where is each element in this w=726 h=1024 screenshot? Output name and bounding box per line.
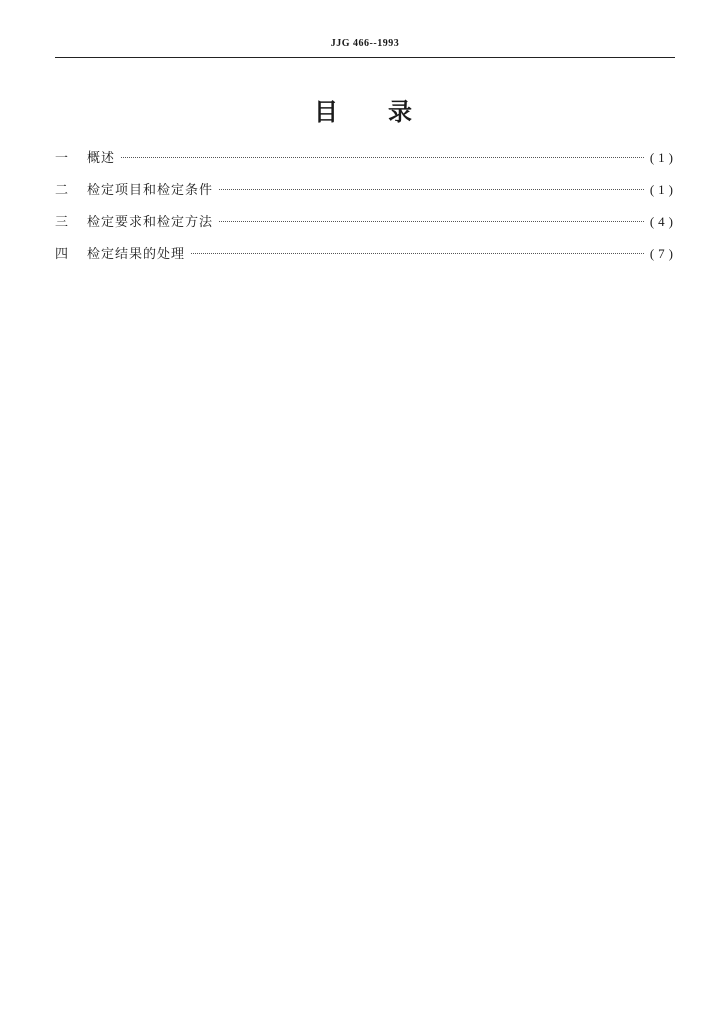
toc-entry[interactable] [55, 243, 677, 275]
dot-leader [121, 157, 644, 158]
dot-leader [191, 253, 644, 254]
toc-entry-page: (1) [649, 182, 677, 197]
toc-entry-number: 二 [55, 183, 69, 198]
toc-entry-title: 检定项目和检定条件 [87, 183, 214, 198]
toc-entry-number: 三 [55, 215, 69, 230]
toc-entry-number: 一 [55, 151, 69, 166]
toc-entry[interactable] [55, 211, 677, 243]
toc-entry-title: 检定要求和检定方法 [87, 215, 214, 230]
toc-entry-page: (4) [649, 214, 677, 229]
page-title: 目录 [314, 98, 462, 126]
toc-entry-number: 四 [55, 247, 69, 262]
table-of-contents [55, 147, 677, 275]
header-rule [55, 57, 675, 58]
toc-entry[interactable] [55, 147, 677, 179]
toc-entry-title: 检定结果的处理 [87, 247, 186, 262]
toc-entry-title: 概述 [87, 151, 116, 166]
standard-code: JJG 466--1993 [330, 38, 400, 49]
toc-entry-page: (1) [649, 150, 677, 165]
toc-entry-page: (7) [649, 246, 677, 261]
dot-leader [219, 221, 644, 222]
running-header [55, 38, 675, 62]
dot-leader [219, 189, 644, 190]
toc-entry[interactable] [55, 179, 677, 211]
